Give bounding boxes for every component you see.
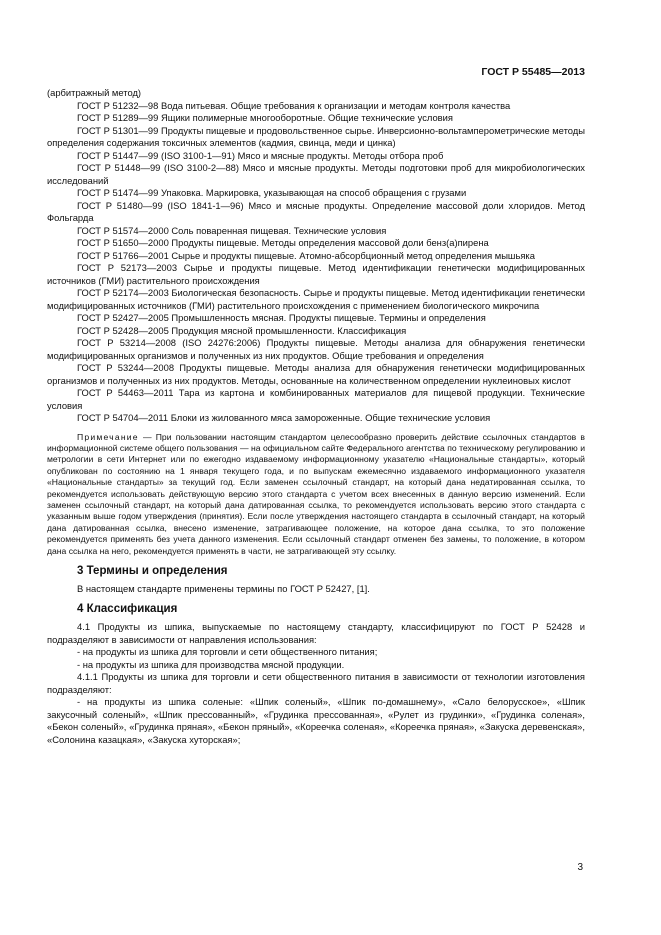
- references-list: [47, 100, 585, 425]
- note-lead: Примечание: [77, 431, 139, 442]
- section-3-title: 3 Термины и определения: [77, 564, 228, 577]
- reference-item: ГОСТ Р 52428—2005 Продукция мясной промышленности. Классификация: [77, 324, 407, 336]
- reference-item: ГОСТ Р 52174—2003 Биологическая безопасность. Сырье и продукты пищевые. Метод идентификации генетически модифицированных источников (ГМИ) растительного происхождения с применением биологического микрочипа: [47, 287, 585, 311]
- reference-item: ГОСТ Р 51447—99 (ISO 3100-1—91) Мясо и мясные продукты. Методы отбора проб: [77, 149, 444, 161]
- note-paragraph: [47, 432, 585, 557]
- page-content: [47, 87, 585, 746]
- section-4-paragraph: 4.1.1 Продукты из шпика для торговли и сети общественного питания в зависимости от технологии изготовления подразделяют:: [47, 671, 585, 695]
- reference-item: ГОСТ Р 51289—99 Ящики полимерные многооборотные. Общие технические условия: [77, 112, 453, 123]
- section-4-paragraph: - на продукты из шпика для производства мясной продукции.: [77, 658, 345, 670]
- reference-item: ГОСТ Р 51574—2000 Соль поваренная пищевая. Технические условия: [77, 224, 387, 236]
- reference-item: ГОСТ Р 53244—2008 Продукты пищевые. Методы анализа для обнаружения генетически модифицированных организмов и полученных из них продуктов. Методы, основанные на количественном определении нуклеиновых кислот: [47, 362, 585, 386]
- reference-item: ГОСТ Р 54704—2011 Блоки из жилованного мяса замороженные. Общие технические условия: [77, 412, 491, 423]
- reference-item: ГОСТ Р 51480—99 (ISO 1841-1—96) Мясо и мясные продукты. Определение массовой доли хлоридов. Метод Фольгарда: [47, 199, 585, 223]
- reference-item: ГОСТ Р 51448—99 (ISO 3100-2—88) Мясо и мясные продукты. Методы подготовки проб для микробиологических исследований: [47, 162, 585, 186]
- page-header: ГОСТ Р 55485—2013: [481, 66, 585, 78]
- section-4-paragraph: - на продукты из шпика для торговли и сети общественного питания;: [77, 646, 378, 658]
- reference-item: ГОСТ Р 51301—99 Продукты пищевые и продовольственное сырье. Инверсионно-вольтамперометрические методы определения содержания токсичных элементов (кадмия, свинца, меди и цинка): [47, 124, 585, 148]
- reference-item: ГОСТ Р 51650—2000 Продукты пищевые. Методы определения массовой доли бенз(а)пирена: [77, 237, 489, 248]
- section-4-title: 4 Классификация: [77, 603, 178, 616]
- reference-item: ГОСТ Р 51766—2001 Сырье и продукты пищевые. Атомно-абсорбционный метод определения мышьяка: [77, 249, 535, 261]
- reference-item: ГОСТ Р 54463—2011 Тара из картона и комбинированных материалов для пищевой продукции. Технические условия: [47, 387, 585, 411]
- refs-continuation: (арбитражный метод): [47, 87, 142, 98]
- reference-item: ГОСТ Р 52173—2003 Сырье и продукты пищевые. Метод идентификации генетически модифицированных источников (ГМИ) растительного происхождения: [47, 262, 585, 286]
- section-4-paragraph: 4.1 Продукты из шпика, выпускаемые по настоящему стандарту, классифицируют по ГОСТ Р 52428 и подразделяют в зависимости от направления использования:: [47, 621, 585, 645]
- reference-item: ГОСТ Р 52427—2005 Промышленность мясная. Продукты пищевые. Термины и определения: [77, 312, 486, 323]
- page-number: 3: [577, 862, 583, 873]
- section-4-body: [47, 621, 585, 746]
- reference-item: ГОСТ Р 51474—99 Упаковка. Маркировка, указывающая на способ обращения с грузами: [77, 187, 467, 198]
- reference-item: ГОСТ Р 51232—98 Вода питьевая. Общие требования к организации и методам контроля качества: [77, 99, 511, 111]
- section-4-paragraph: - на продукты из шпика соленые: «Шпик соленый», «Шпик по-домашнему», «Сало белорусское», «Шпик закусочный соленый», «Шпик прессованный», «Грудинка прессованная», «Рулет из грудинки», «Грудинка соленая», «Бекон соленый», «Грудинка пряная», «Бекон пряный», «Кореечка соленая», «Кореечка пряная», «Закуска деревенская», «Солонина казацкая», «Закуска хуторская»;: [47, 696, 585, 745]
- note-text: — При пользовании настоящим стандартом целесообразно проверить действие ссылочных стандартов в информационной системе общего пользования — на официальном сайте Федерального агентства по техническому регулированию и метрологии в сети Интернет или по ежегодно издаваемому информационному указателю «Национальные стандарты», который опубликован по состоянию на 1 января текущего года, и по выпускам ежемесячно издаваемого информационного указателя «Национальные стандарты» за текущий год. Если заменен ссылочный стандарт, на который дана недатированная ссылка, то рекомендуется использовать действующую версию этого стандарта с учетом всех внесенных в данную версию изменений. Если заменен ссылочный стандарт, на который дана датированная ссылка, то рекомендуется использовать версию этого стандарта с указанным выше годом утверждения (принятия). Если после утверждения настоящего стандарта в ссылочный стандарт, на который дана датированная ссылка, внесено изменение, затрагивающее положение, на которое дана ссылка, то это положение рекомендуется применять без учета данного изменения. Если ссылочный стандарт отменен без замены, то положение, в котором дана ссылка на него, рекомендуется применять в части, не затрагивающей эту ссылку.: [47, 431, 585, 556]
- section-3-text: В настоящем стандарте применены термины по ГОСТ Р 52427, [1].: [77, 582, 370, 594]
- reference-item: ГОСТ Р 53214—2008 (ISO 24276:2006) Продукты пищевые. Методы анализа для обнаружения генетически модифицированных организмов и полученных из них продуктов. Общие требования и определения: [47, 337, 585, 361]
